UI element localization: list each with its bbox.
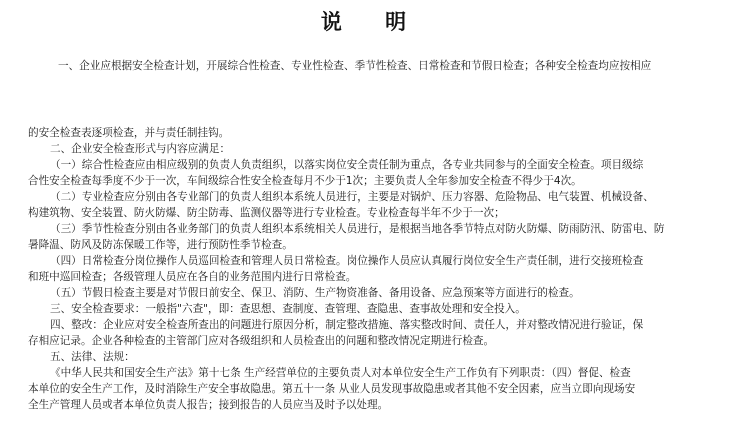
paragraph-line: 一、企业应根据安全检查计划，开展综合性检查、专业性检查、季节性检查、日常检查和节假日检查；各种安全检查均应按相应 bbox=[58, 60, 652, 72]
paragraph-line: （一）综合性检查应由相应级别的负责人负责组织，以落实岗位安全责任制为重点，各专业共同参与的全面安全检查。项目级综 bbox=[50, 159, 644, 171]
paragraph-line: 本单位的安全生产工作，及时消除生产安全事故隐患。第五十一条 从业人员发现事故隐患或者其他不安全因素，应当立即向现场安 bbox=[28, 383, 636, 395]
section-heading: 三、安全检查要求：一般指"六查"，即：查思想、查制度、查管理、查隐患、查事故处理和安全投入。 bbox=[50, 303, 526, 315]
paragraph-line: 和班中巡回检查；各级管理人员应在各自的业务范围内进行日常检查。 bbox=[28, 271, 357, 283]
document-title: 说 明 bbox=[320, 10, 425, 34]
paragraph-line: （二）专业检查应分别由各专业部门的负责人组织本系统人员进行，主要是对锅炉、压力容器、危险物品、电气装置、机械设备、 bbox=[50, 191, 654, 203]
paragraph-line: 《中华人民共和国安全生产法》第十七条 生产经营单位的主要负责人对本单位安全生产工作负有下列职责：（四）督促、检查 bbox=[50, 367, 631, 379]
paragraph-line: 的安全检查表逐项检查，并与责任制挂钩。 bbox=[28, 127, 230, 139]
paragraph-line: 暑降温、防风及防冻保暖工作等，进行预防性季节检查。 bbox=[28, 239, 293, 251]
section-heading: 二、企业安全检查形式与内容应满足： bbox=[50, 143, 231, 155]
paragraph-line: （五）节假日检查主要是对节假日前安全、保卫、消防、生产物资准备、备用设备、应急预案等方面进行的检查。 bbox=[50, 287, 580, 299]
paragraph-line: （四）日常检查分岗位操作人员巡回检查和管理人员日常检查。岗位操作人员应认真履行岗位安全生产责任制，进行交接班检查 bbox=[50, 255, 644, 267]
paragraph-line: 合性安全检查每季度不少于一次，车间级综合性安全检查每月不少于1次；主要负责人全年参加安全检查不得少于4次。 bbox=[28, 175, 582, 187]
paragraph-line: 构建筑物、安全装置、防火防爆、防尘防毒、监测仪器等进行专业检查。专业检查每半年不少于一次； bbox=[28, 207, 505, 219]
section-heading: 五、法律、法规： bbox=[50, 351, 135, 363]
section-heading: 四、整改：企业应对安全检查所查出的问题进行原因分析，制定整改措施、落实整改时间、责任人，并对整改情况进行验证，保 bbox=[50, 319, 644, 331]
paragraph-line: 全生产管理人员或者本单位负责人报告；接到报告的人员应当及时予以处理。 bbox=[28, 399, 389, 411]
paragraph-line: （三）季节性检查分别由各业务部门的负责人组织本系统相关人员进行，是根据当地各季节特点对防火防爆、防雨防汛、防雷电、防 bbox=[50, 223, 665, 235]
paragraph-line: 存相应记录。企业各种检查的主管部门应对各级组织和人员检查出的问题和整改情况定期进行检查。 bbox=[28, 335, 495, 347]
